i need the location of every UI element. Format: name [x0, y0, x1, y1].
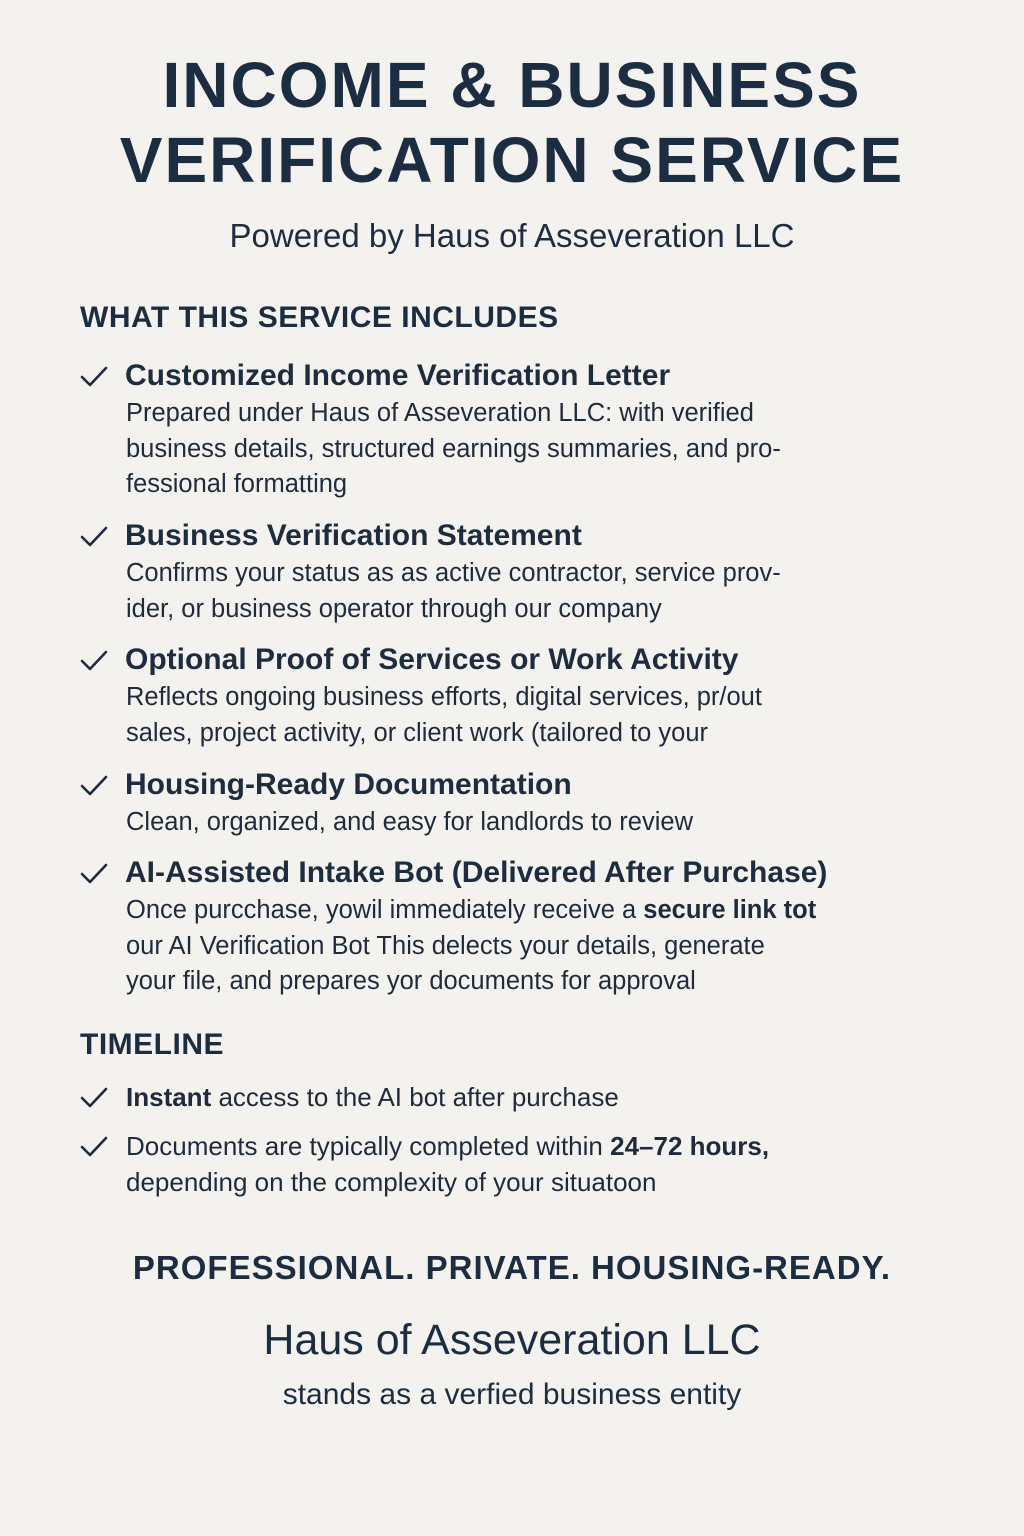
checkmark-icon	[78, 1083, 110, 1113]
title-line-2: VERIFICATION SERVICE	[119, 124, 905, 196]
item-desc-line	[126, 893, 958, 929]
text: Documents are typically completed within	[126, 1131, 611, 1161]
brand-name: Haus of Asseveration LLC	[263, 1316, 761, 1364]
timeline-item	[78, 1129, 958, 1200]
item-desc-line: sales, project activity, or client work (tailored to your	[126, 718, 708, 747]
title-line-1: INCOME & BUSINESS	[162, 49, 862, 121]
checkmark-icon	[78, 1132, 110, 1162]
page-title	[0, 48, 1024, 198]
desc-text: Once purcchase, yowil immediately receive a	[126, 896, 644, 924]
checkmark-icon	[78, 771, 110, 801]
secure-link-text: secure link tot	[643, 896, 817, 924]
brand-statement: stands as a verfied business entity	[282, 1378, 742, 1411]
checkmark-icon	[78, 646, 110, 676]
item-title: AI-Assisted Intake Bot (Delivered After Purchase)	[125, 856, 828, 889]
tagline: PROFESSIONAL. PRIVATE. HOUSING-READY.	[132, 1249, 892, 1286]
item-desc-line: business details, structured earnings summaries, and pro-	[126, 434, 781, 463]
item-desc-line: Clean, organized, and easy for landlords to review	[126, 808, 693, 836]
checkmark-icon	[78, 362, 110, 392]
item-desc-line: your file, and prepares yor documents for approval	[126, 967, 696, 995]
includes-heading: WHAT THIS SERVICE INCLUDES	[80, 301, 559, 334]
item-desc-line: Reflects ongoing business efforts, digital services, pr/out	[126, 683, 762, 711]
timeline-text	[126, 1080, 958, 1116]
list-item	[78, 765, 958, 841]
bold-text: Instant	[126, 1082, 212, 1112]
list-item	[78, 640, 958, 751]
item-desc-line: Confirms your status as as active contractor, service prov-	[126, 559, 781, 587]
bold-text: 24–72 hours,	[610, 1131, 770, 1161]
timeline-text-line: depending on the complexity of your situatoon	[126, 1166, 657, 1197]
text: access to the AI bot after purchase	[211, 1082, 619, 1112]
item-desc-line: fessional formatting	[126, 470, 348, 498]
timeline-heading: TIMELINE	[80, 1028, 224, 1061]
checkmark-icon	[78, 859, 110, 889]
timeline-text	[126, 1129, 958, 1165]
list-item	[78, 356, 958, 503]
list-item	[78, 516, 958, 627]
timeline-item	[78, 1080, 958, 1116]
item-desc-line: Prepared under Haus of Asseveration LLC: with verified	[126, 399, 754, 427]
checkmark-icon	[78, 522, 110, 552]
item-title: Optional Proof of Services or Work Activity	[125, 643, 739, 676]
item-title: Housing-Ready Documentation	[125, 768, 572, 801]
item-desc-line: ider, or business operator through our company	[126, 594, 662, 623]
item-desc-line: our AI Verification Bot This delects your details, generate	[126, 931, 765, 960]
subtitle: Powered by Haus of Asseveration LLC	[229, 217, 795, 254]
item-title: Customized Income Verification Letter	[125, 359, 671, 392]
list-item	[78, 853, 958, 1000]
item-title: Business Verification Statement	[125, 519, 582, 552]
